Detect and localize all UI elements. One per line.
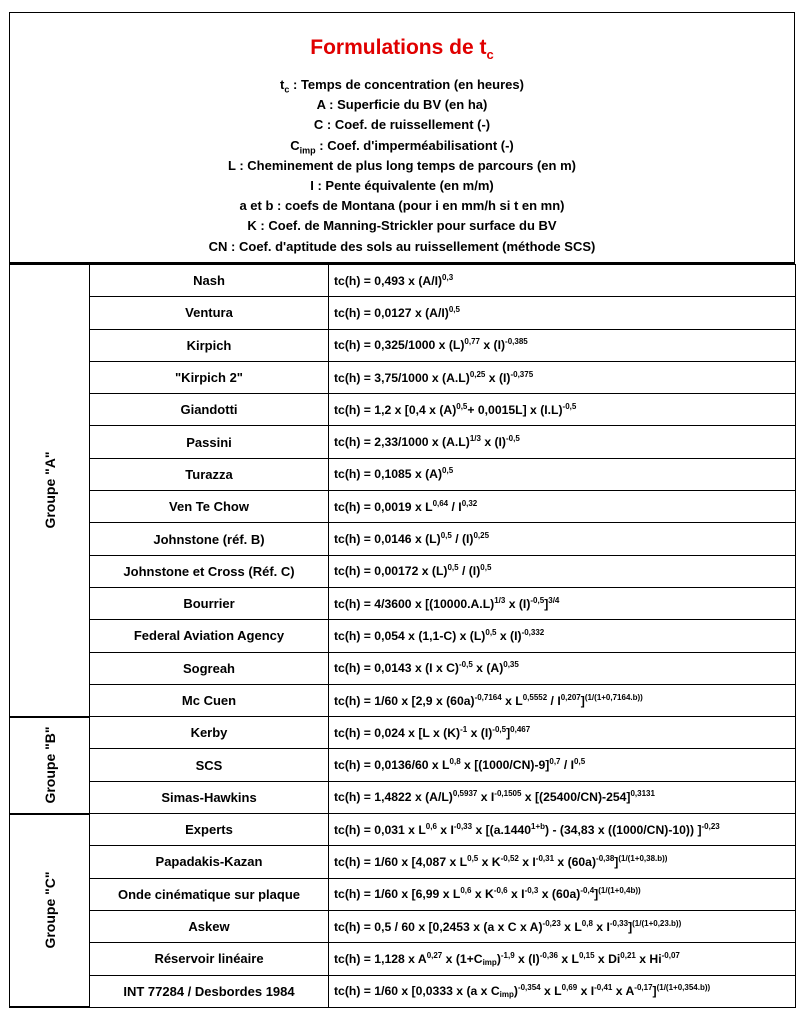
table-row [10,555,796,587]
legend-symbol: t [280,77,285,92]
formula: tc(h) = 0,5 / 60 x [0,2453 x (a x C x A)$^{-0,23}$ x L$^{0,8}$ x $I^{-0,33}]^{(1/(1+0,23.b))}$ [329,910,796,942]
exponent: 0,5 [574,757,586,767]
formula: tc(h) = 1/60 x [0,0333 x (a x $C_{imp})^{-0,354}$ x L$^{0,69}$ x $I^{-0,41}$ x $A^{-0,17}]^{(1/(1+0,354.b))}$ [329,975,796,1007]
exponent: 0,6 [425,821,437,831]
method-name: Ven Te Chow [90,491,329,523]
table-row [10,361,796,393]
formula: tc(h) = 0,031 x L$^{0,6}$ x $I^{-0,33}$ x [$(a.1440^{1+b}) - (34,83$ x ((1000/CN)-10)) ]$^{-0,23}$ [329,814,796,846]
exponent: 0,5 [447,563,459,573]
exponent: 0,64 [432,498,449,508]
header-box [9,12,795,264]
exponent: -0,5 [506,434,520,444]
exponent: 0,15 [578,950,595,960]
legend-text: K : Coef. de Manning-Strickler pour surface du BV [247,218,557,234]
legend-text: a et b : coefs de Montana (pour i en mm/h si t en mn) [239,198,565,214]
table-row [10,878,796,910]
exponent: -0,375 [510,369,534,379]
formula: tc(h) = 0,054 x (1,1-C) x $(L)^{0,5}$ x $(I)^{-0,332}$ [329,620,796,652]
exponent: 0,5 [456,401,468,411]
exponent: -0,33 [453,821,473,831]
method-name: Askew [90,910,329,942]
formula: tc(h) = 0,1085 x $(A)^{0,5}$ [329,458,796,490]
exponent: -0,332 [521,627,545,637]
exponent: -0,52 [500,853,519,863]
formula: tc(h) = 0,0146 x $(L)^{0,5} / (I)^{0,25}$ [329,523,796,555]
legend-text: C : Coef. de ruissellement (-) [313,117,491,133]
formula: tc(h) = 0,0019 x L$^{0,64}$ / I$^{0,32}$ [329,491,796,523]
exponent: 0,5 [485,627,497,637]
exponent: -0,5 [562,401,577,411]
exponent: 0,5 [448,304,460,314]
exponent: -0,23 [542,918,561,928]
exponent: 1/3 [469,434,481,444]
legend-text: L : Cheminement de plus long temps de parcours (en m) [228,157,576,173]
exponent: (1/(1+0,23.b)) [632,918,682,928]
legend-line [10,156,794,176]
group-label: Groupe "B" [41,726,58,804]
formula: tc(h) = 1/60 x [2,9 x $(60a)^{-0,7164}$ x $L^{0,5552} / I^{0,207}]^{(1/(1+0,7164.b))}$ [329,684,796,716]
exponent: 0,5 [467,853,479,863]
exponent: 0,6 [460,886,472,896]
formula: tc(h) = 1,4822 x $(A/L)^{0,5937}$ x $I^{-0,1505}$ x $[(25400/CN)-254]^{0,3131}$ [329,781,796,813]
exponent: 1/3 [494,595,506,605]
formula: tc(h) = 0,00172 x $(L)^{0,5} / (I)^{0,5}$ [329,555,796,587]
method-name: Turazza [90,458,329,490]
legend-text: : Temps de concentration (en heures) [289,77,524,92]
exponent: -0,354 [517,983,541,993]
exponent: (1/(1+0,7164.b)) [584,692,643,702]
exponent: (1/(1+0,4b)) [598,886,641,896]
exponent: 0,25 [469,369,486,379]
legend-line [10,237,794,257]
exponent: 0,35 [503,660,519,670]
title-text: Formulations de t [310,36,487,59]
formula-table [9,264,796,1008]
table-row [10,652,796,684]
group-cell [10,265,90,717]
exponent: 0,5552 [522,692,548,702]
table-row [10,846,796,878]
group-label: Groupe "C" [41,871,58,949]
table-row [10,910,796,942]
formula: tc(h) = 4/3600 x [$(10000.A.L)^{1/3}$ x $(I)^{-0,5}]^{3/4}$ [329,587,796,619]
formula: tc(h) = 1/60 x [6,99 x L$^{0,6}$ x $K^{-0,6}$ x $I^{-0,3}$ x $(60a)^{-0,4}]^{(1/(1+0,4b))}$ [329,878,796,910]
method-name: Johnstone et Cross (Réf. C) [90,555,329,587]
formula: tc(h) = 2,33/1000 x $(A.L)^{1/3}$ x $(I)^{-0,5}$ [329,426,796,458]
method-name: Johnstone (réf. B) [90,523,329,555]
legend-line [10,95,794,115]
formula: tc(h) = 3,75/1000 x $(A.L)^{0,25}$ x $(I)^{-0,375}$ [329,361,796,393]
formula: tc(h) = 0,325/1000 x $(L)^{0,77}$ x $(I)^{-0,385}$ [329,329,796,361]
legend-text: CN : Coef. d'aptitude des sols au ruissellement (méthode SCS) [208,238,596,254]
exponent: -1 [460,724,468,734]
method-name: Giandotti [90,394,329,426]
table-row [10,943,796,975]
exponent: 0,21 [620,950,636,960]
exponent: -0,17 [634,983,653,993]
exponent: 0,5 [442,466,454,476]
table-row [10,684,796,716]
exponent: -0,4 [580,886,595,896]
formula: tc(h) = 0,0127 x $(A/I)^{0,5}$ [329,297,796,329]
exponent: -0,23 [701,821,720,831]
variable-legend [10,75,794,257]
method-name: Simas-Hawkins [90,781,329,813]
method-name: SCS [90,749,329,781]
exponent: 1+b [531,821,546,831]
exponent: 0,467 [510,724,531,734]
exponent: 0,32 [461,498,478,508]
exponent: 0,8 [581,918,593,928]
method-name: Mc Cuen [90,684,329,716]
table-row [10,297,796,329]
table-row [10,458,796,490]
method-name: Réservoir linéaire [90,943,329,975]
method-name: Kirpich [90,329,329,361]
legend-line [10,216,794,236]
exponent: -0,36 [539,950,558,960]
method-name: Bourrier [90,587,329,619]
table-row [10,781,796,813]
legend-line [10,196,794,216]
method-name: Sogreah [90,652,329,684]
exponent: -0,6 [493,886,508,896]
group-cell [10,717,90,814]
exponent: 3/4 [548,595,560,605]
exponent: -0,33 [609,918,629,928]
table-row [10,717,796,749]
table-row [10,620,796,652]
method-name: INT 77284 / Desbordes 1984 [90,975,329,1007]
exponent: -0,1505 [494,789,522,799]
exponent: -0,385 [505,337,528,347]
exponent: 0,3131 [630,789,655,799]
exponent: -0,5 [530,595,545,605]
exponent: -0,3 [524,886,539,896]
exponent: 0,207 [560,692,581,702]
method-name: Federal Aviation Agency [90,620,329,652]
exponent: -0,5 [458,660,473,670]
exponent: -0,07 [661,950,680,960]
exponent: 0,5 [480,563,492,573]
method-name: Passini [90,426,329,458]
exponent: -1,9 [500,950,515,960]
legend-line [10,136,794,156]
method-name: Papadakis-Kazan [90,846,329,878]
exponent: -0,7164 [474,692,502,702]
table-row [10,975,796,1007]
method-name: Onde cinématique sur plaque [90,878,329,910]
exponent: -0,5 [492,724,507,734]
legend-text: : Coef. d'imperméabilisationt (-) [315,137,514,153]
formula: tc(h) = 1,2 x [0,4 x $(A)^{0,5}+ 0,0015L$] x $(I.L)^{-0,5}$ [329,394,796,426]
formula: tc(h) = 1,128 x A$^{0,27}$ x $(1+C_{imp})^{-1,9}$ x $(I)^{-0,36}$ x L$^{0,15}$ x Di$^{0,21}$ x $Hi^{-0,07}$ [329,943,796,975]
subscript: imp [482,957,497,967]
exponent: 0,25 [473,531,490,541]
legend-symbol-subscript: imp [299,145,316,156]
exponent: 0,8 [449,757,461,767]
exponent: 0,69 [561,983,578,993]
title-subscript: c [486,47,494,63]
legend-symbol-subscript: c [284,84,290,95]
page-title [10,35,794,68]
table-row [10,749,796,781]
exponent: 0,77 [464,337,480,347]
exponent: 0,5937 [452,789,478,799]
exponent: -0,41 [594,983,613,993]
formula: tc(h) = 0,024 x [L x $(K)^{-1}$ x $(I)^{-0,5}]^{0,467}$ [329,717,796,749]
method-name: Experts [90,814,329,846]
formula: tc(h) = 0,493 x $(A/I)^{0,3}$ [329,265,796,297]
formula: tc(h) = 0,0136/60 x L$^{0,8}$ x $[(1000/CN)-9]^{0,7} / I^{0,5}$ [329,749,796,781]
method-name: Kerby [90,717,329,749]
table-row [10,426,796,458]
exponent: -0,31 [535,853,555,863]
table-row [10,265,796,297]
legend-line [10,115,794,135]
table-row [10,394,796,426]
exponent: 0,7 [549,757,561,767]
exponent: 0,27 [426,950,443,960]
exponent: 0,3 [442,272,454,282]
table-row [10,491,796,523]
exponent: (1/(1+0,38.b)) [618,853,668,863]
legend-line [10,75,794,95]
formula-table-body [10,265,796,1008]
table-row [10,523,796,555]
exponent: 0,5 [440,531,452,541]
formula: tc(h) = 0,0143 x (I x C)$^{-0,5}$ x $(A)^{0,35}$ [329,652,796,684]
exponent: -0,38 [596,853,615,863]
legend-text: A : Superficie du BV (en ha) [316,97,488,113]
legend-text: I : Pente équivalente (en m/m) [310,177,494,193]
subscript: imp [499,990,514,1000]
table-row [10,329,796,361]
group-label: Groupe "A" [41,451,58,529]
method-name: Ventura [90,297,329,329]
method-name: "Kirpich 2" [90,361,329,393]
method-name: Nash [90,265,329,297]
legend-line [10,176,794,196]
exponent: (1/(1+0,354.b)) [656,983,711,993]
table-row [10,587,796,619]
formula: tc(h) = 1/60 x [4,087 x L$^{0,5}$ x $K^{-0,52}$ x $I^{-0,31}$ x $(60a)^{-0,38}]^{(1/(1+0,38.b))}$ [329,846,796,878]
table-row [10,814,796,846]
group-cell [10,814,90,1008]
legend-symbol: C [290,137,300,153]
